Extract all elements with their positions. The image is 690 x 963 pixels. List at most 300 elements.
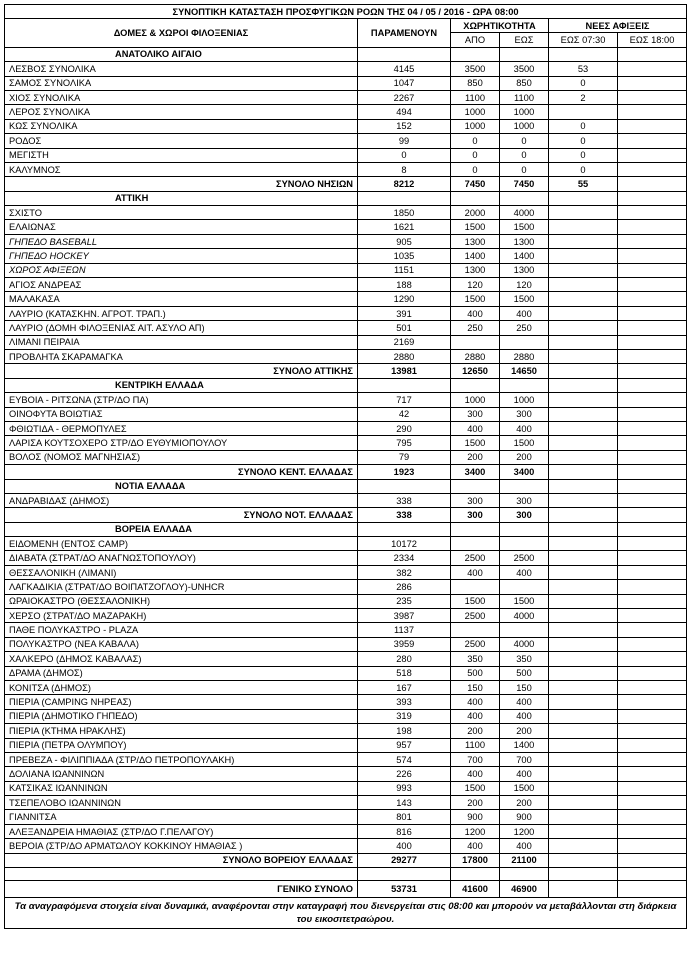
arrivals-0730-cell (549, 249, 618, 263)
capacity-from-cell: 1500 (451, 781, 500, 795)
structure-name: ΓΙΑΝΝΙΤΣΑ (5, 810, 358, 824)
remaining-cell: 235 (358, 594, 451, 608)
report-title: ΣΥΝΟΠΤΙΚΗ ΚΑΤΑΣΤΑΣΗ ΠΡΟΣΦΥΓΙΚΩΝ ΡΟΩΝ ΤΗΣ 04 / 05 / 2016 - ΩΡΑ 08:00 (5, 5, 687, 19)
section-total-label: ΣΥΝΟΛΟ ΚΕΝΤ. ΕΛΛΑΔΑΣ (5, 465, 358, 479)
structure-name: ΑΛΕΞΑΝΔΡΕΙΑ ΗΜΑΘΙΑΣ (ΣΤΡ/ΔΟ Γ.ΠΕΛΑΓΟΥ) (5, 824, 358, 838)
arrivals-0730-cell (549, 421, 618, 435)
capacity-from-cell: 1000 (451, 105, 500, 119)
arrivals-0730-cell (549, 824, 618, 838)
region-header-row (5, 191, 687, 205)
remaining-cell: 99 (358, 134, 451, 148)
arrivals-0730-cell (549, 594, 618, 608)
capacity-to-cell: 400 (500, 306, 549, 320)
capacity-from-cell: 2500 (451, 609, 500, 623)
table-row (5, 493, 687, 507)
empty-cell (358, 378, 451, 392)
capacity-from-cell: 150 (451, 680, 500, 694)
capacity-from-cell: 2500 (451, 637, 500, 651)
capacity-from-cell: 400 (451, 695, 500, 709)
empty-cell (618, 378, 687, 392)
section-total-label: ΣΥΝΟΛΟ ΑΤΤΙΚΗΣ (5, 364, 358, 378)
grand-total-label: ΓΕΝΙΚΟ ΣΥΝΟΛΟ (5, 881, 358, 898)
table-row (5, 623, 687, 637)
structure-name: ΛΑΓΚΑΔΙΚΙΑ (ΣΤΡΑΤ/ΔΟ ΒΟΙΠΑΤΖΟΓΛΟΥ)-UNHCR (5, 580, 358, 594)
capacity-from-cell: 1200 (451, 824, 500, 838)
grand-total-arrivals-0730-cell (549, 881, 618, 898)
capacity-to-cell: 4000 (500, 206, 549, 220)
arrivals-1800-cell (618, 652, 687, 666)
arrivals-0730-cell (549, 220, 618, 234)
region-name: ΑΤΤΙΚΗ (5, 191, 358, 205)
capacity-to-cell: 500 (500, 666, 549, 680)
capacity-from-cell: 1500 (451, 292, 500, 306)
structure-name: ΣΑΜΟΣ ΣΥΝΟΛΙΚΑ (5, 76, 358, 90)
empty-cell (549, 47, 618, 61)
arrivals-1800-cell (618, 623, 687, 637)
arrivals-0730-cell (549, 695, 618, 709)
structure-name: ΠΙΕΡΙΑ (ΔΗΜΟΤΙΚΟ ΓΗΠΕΔΟ) (5, 709, 358, 723)
table-row (5, 263, 687, 277)
remaining-cell: 319 (358, 709, 451, 723)
grand-total-capacity-to-cell: 46900 (500, 881, 549, 898)
remaining-cell: 501 (358, 321, 451, 335)
capacity-to-cell: 300 (500, 493, 549, 507)
table-row (5, 609, 687, 623)
capacity-to-cell: 1500 (500, 781, 549, 795)
empty-cell (549, 868, 618, 881)
structure-name: ΟΙΝΟΦΥΤΑ ΒΟΙΩΤΙΑΣ (5, 407, 358, 421)
empty-cell (451, 378, 500, 392)
capacity-from-cell: 300 (451, 493, 500, 507)
capacity-to-cell: 250 (500, 321, 549, 335)
structure-name: ΛΕΡΟΣ ΣΥΝΟΛΙΚΑ (5, 105, 358, 119)
arrivals-0730-cell (549, 609, 618, 623)
arrivals-0730-cell: 0 (549, 119, 618, 133)
remaining-cell: 494 (358, 105, 451, 119)
total-arrivals-1800-cell (618, 465, 687, 479)
region-name: ΝΟΤΙΑ ΕΛΛΑΔΑ (5, 479, 358, 493)
arrivals-1800-cell (618, 335, 687, 349)
capacity-to-cell: 700 (500, 752, 549, 766)
total-arrivals-1800-cell (618, 177, 687, 191)
structure-name: ΤΣΕΠΕΛΟΒΟ ΙΩΑΝΝΙΝΩΝ (5, 796, 358, 810)
capacity-from-cell: 3500 (451, 62, 500, 76)
header-row-1 (5, 19, 687, 33)
arrivals-0730-cell (549, 537, 618, 551)
structure-name: ΠΡΕΒΕΖΑ - ΦΙΛΙΠΠΙΑΔΑ (ΣΤΡ/ΔΟ ΠΕΤΡΟΠΟΥΛΑΚΗ) (5, 752, 358, 766)
structure-name: ΛΕΣΒΟΣ ΣΥΝΟΛΙΚΑ (5, 62, 358, 76)
capacity-header: ΧΩΡΗΤΙΚΟΤΗΤΑ (451, 19, 549, 33)
arrivals-0730-cell (549, 292, 618, 306)
capacity-to-cell: 1400 (500, 738, 549, 752)
structure-name: ΧΩΡΟΣ ΑΦΙΞΕΩΝ (5, 263, 358, 277)
structure-name: ΒΕΡΟΙΑ (ΣΤΡ/ΔΟ ΑΡΜΑΤΩΛΟΥ ΚΟΚΚΙΝΟΥ ΗΜΑΘΙΑΣ ) (5, 839, 358, 853)
capacity-to-cell: 400 (500, 565, 549, 579)
remaining-cell: 198 (358, 724, 451, 738)
arrivals-1800-cell (618, 220, 687, 234)
structure-name: ΡΟΔΟΣ (5, 134, 358, 148)
remaining-cell: 957 (358, 738, 451, 752)
empty-cell (618, 479, 687, 493)
capacity-from-cell: 1400 (451, 249, 500, 263)
capacity-from-cell: 400 (451, 565, 500, 579)
total-remaining-cell: 13981 (358, 364, 451, 378)
table-row (5, 637, 687, 651)
capacity-to-cell: 1100 (500, 90, 549, 104)
arrivals-1800-cell (618, 393, 687, 407)
arrivals-1800-cell (618, 781, 687, 795)
remaining-cell: 338 (358, 493, 451, 507)
arrivals-1800-cell (618, 594, 687, 608)
remaining-cell: 290 (358, 421, 451, 435)
capacity-from-cell: 1100 (451, 90, 500, 104)
arrivals-0730-cell (549, 493, 618, 507)
structure-name: ΜΑΛΑΚΑΣΑ (5, 292, 358, 306)
capacity-to-cell: 300 (500, 407, 549, 421)
arrivals-1800-cell (618, 62, 687, 76)
table-row (5, 781, 687, 795)
empty-cell (500, 191, 549, 205)
empty-cell (358, 522, 451, 536)
remaining-cell: 1047 (358, 76, 451, 90)
table-body (5, 47, 687, 928)
arrivals-1800-cell (618, 493, 687, 507)
capacity-from-cell: 700 (451, 752, 500, 766)
arrivals-0730-cell (549, 105, 618, 119)
table-row (5, 796, 687, 810)
table-row (5, 206, 687, 220)
capacity-from-cell: 200 (451, 724, 500, 738)
total-arrivals-1800-cell (618, 364, 687, 378)
arrivals-1800-cell (618, 537, 687, 551)
structure-name: ΔΟΛΙΑΝΑ ΙΩΑΝΝΙΝΩΝ (5, 767, 358, 781)
arrivals-0730-cell (549, 709, 618, 723)
capacity-to-cell: 1500 (500, 220, 549, 234)
capacity-from-cell: 120 (451, 278, 500, 292)
structure-name: ΓΗΠΕΔΟ HOCKEY (5, 249, 358, 263)
remaining-cell: 1035 (358, 249, 451, 263)
region-name: ΒΟΡΕΙΑ ΕΛΛΑΔΑ (5, 522, 358, 536)
arrivals-1800-cell (618, 824, 687, 838)
table-row (5, 565, 687, 579)
total-capacity-to-cell: 300 (500, 508, 549, 522)
table-row (5, 335, 687, 349)
structure-name: ΩΡΑΙΟΚΑΣΤΡΟ (ΘΕΣΣΑΛΟΝΙΚΗ) (5, 594, 358, 608)
capacity-from-cell: 200 (451, 796, 500, 810)
arrivals-0730-cell (549, 407, 618, 421)
remaining-cell: 1621 (358, 220, 451, 234)
capacity-from-cell: 1500 (451, 436, 500, 450)
table-row (5, 321, 687, 335)
remaining-cell: 1151 (358, 263, 451, 277)
capacity-to-cell (500, 335, 549, 349)
capacity-to-cell: 1000 (500, 393, 549, 407)
remaining-cell: 3987 (358, 609, 451, 623)
arrivals-0730-cell: 0 (549, 148, 618, 162)
empty-cell (549, 522, 618, 536)
table-row (5, 652, 687, 666)
empty-cell (500, 868, 549, 881)
arrivals-0730-cell: 0 (549, 134, 618, 148)
grand-total-row (5, 881, 687, 898)
remaining-cell: 2267 (358, 90, 451, 104)
capacity-to-cell: 1000 (500, 119, 549, 133)
table-row (5, 738, 687, 752)
total-capacity-from-cell: 300 (451, 508, 500, 522)
capacity-to-cell: 2500 (500, 551, 549, 565)
arrivals-0730-cell (549, 393, 618, 407)
structure-name: ΠΙΕΡΙΑ (CAMPING ΝΗΡΕΑΣ) (5, 695, 358, 709)
capacity-from-cell: 1500 (451, 220, 500, 234)
region-header-row (5, 479, 687, 493)
arrivals-1800-cell (618, 839, 687, 853)
capacity-from-cell: 0 (451, 162, 500, 176)
arrivals-1800-cell (618, 709, 687, 723)
table-row (5, 666, 687, 680)
remaining-cell: 393 (358, 695, 451, 709)
empty-cell (500, 522, 549, 536)
table-row (5, 594, 687, 608)
arrivals-0730-cell (549, 335, 618, 349)
empty-cell (358, 191, 451, 205)
capacity-from-cell: 2880 (451, 349, 500, 363)
arrivals-0730-cell (549, 767, 618, 781)
arrivals-0730-cell: 0 (549, 162, 618, 176)
remaining-cell: 391 (358, 306, 451, 320)
arrivals-1800-cell (618, 162, 687, 176)
remaining-cell: 143 (358, 796, 451, 810)
remaining-cell: 1850 (358, 206, 451, 220)
capacity-from-cell: 250 (451, 321, 500, 335)
arrivals-1800-cell (618, 407, 687, 421)
arrivals-1800-cell (618, 105, 687, 119)
table-row (5, 162, 687, 176)
table-row (5, 407, 687, 421)
capacity-to-cell: 0 (500, 134, 549, 148)
remaining-cell: 795 (358, 436, 451, 450)
remaining-cell: 905 (358, 234, 451, 248)
arrivals-0730-cell: 0 (549, 76, 618, 90)
empty-cell (549, 191, 618, 205)
arrivals-1800-cell (618, 695, 687, 709)
capacity-to-header: ΕΩΣ (500, 33, 549, 47)
empty-cell (500, 378, 549, 392)
arrivals-0730-cell: 53 (549, 62, 618, 76)
arrivals-1800-cell (618, 349, 687, 363)
capacity-to-cell: 1000 (500, 105, 549, 119)
arrivals-0730-cell (549, 781, 618, 795)
capacity-to-cell: 400 (500, 839, 549, 853)
empty-cell (451, 868, 500, 881)
arrivals-1800-cell (618, 76, 687, 90)
structure-name: ΚΑΤΣΙΚΑΣ ΙΩΑΝΝΙΝΩΝ (5, 781, 358, 795)
structure-name: ΔΙΑΒΑΤΑ (ΣΤΡΑΤ/ΔΟ ΑΝΑΓΝΩΣΤΟΠΟΥΛΟΥ) (5, 551, 358, 565)
empty-cell (451, 522, 500, 536)
capacity-from-cell: 400 (451, 767, 500, 781)
arrivals-1800-cell (618, 551, 687, 565)
capacity-to-cell: 200 (500, 796, 549, 810)
structure-name: ΓΗΠΕΔΟ BASEBALL (5, 234, 358, 248)
arrivals-1800-cell (618, 752, 687, 766)
remaining-cell: 167 (358, 680, 451, 694)
footnote: Τα αναγραφόμενα στοιχεία είναι δυναμικά, αναφέρονται στην καταγραφή που διενεργείται στις 08:00 και μπορούν να μεταβάλλονται στη διάρκεια του εικοσιτετραώρου. (5, 898, 687, 929)
remaining-cell: 574 (358, 752, 451, 766)
capacity-to-cell: 0 (500, 148, 549, 162)
table-row (5, 292, 687, 306)
capacity-to-cell: 120 (500, 278, 549, 292)
empty-cell (618, 522, 687, 536)
section-total-row (5, 465, 687, 479)
total-arrivals-0730-cell (549, 465, 618, 479)
empty-cell (618, 47, 687, 61)
capacity-to-cell: 4000 (500, 609, 549, 623)
capacity-to-cell: 1300 (500, 234, 549, 248)
arrivals-1800-cell (618, 206, 687, 220)
remaining-cell: 993 (358, 781, 451, 795)
capacity-to-cell: 4000 (500, 637, 549, 651)
table-row (5, 752, 687, 766)
structure-name: ΛΙΜΑΝΙ ΠΕΙΡΑΙΑ (5, 335, 358, 349)
capacity-from-cell: 400 (451, 421, 500, 435)
structure-name: ΜΕΓΙΣΤΗ (5, 148, 358, 162)
empty-cell (618, 191, 687, 205)
structure-name: ΠΑΘΕ ΠΟΛΥΚΑΣΤΡΟ - PLAZA (5, 623, 358, 637)
region-name: ΑΝΑΤΟΛΙΚΟ ΑΙΓΑΙΟ (5, 47, 358, 61)
table-row (5, 450, 687, 464)
capacity-to-cell: 200 (500, 724, 549, 738)
table-row (5, 709, 687, 723)
capacity-to-cell: 3500 (500, 62, 549, 76)
region-header-row (5, 522, 687, 536)
table-row (5, 220, 687, 234)
empty-cell (549, 378, 618, 392)
table-row (5, 695, 687, 709)
arrivals-1800-cell (618, 767, 687, 781)
table-row (5, 148, 687, 162)
remaining-cell: 518 (358, 666, 451, 680)
capacity-to-cell: 2880 (500, 349, 549, 363)
arrivals-1800-cell (618, 278, 687, 292)
total-capacity-from-cell: 12650 (451, 364, 500, 378)
table-row (5, 680, 687, 694)
arrivals-0730-cell (549, 565, 618, 579)
arrivals-1800-cell (618, 249, 687, 263)
total-capacity-from-cell: 7450 (451, 177, 500, 191)
structure-name: ΒΟΛΟΣ (ΝΟΜΟΣ ΜΑΓΝΗΣΙΑΣ) (5, 450, 358, 464)
table-row (5, 349, 687, 363)
arrivals-1800-cell (618, 90, 687, 104)
arrivals-0730-cell (549, 738, 618, 752)
capacity-to-cell: 1500 (500, 436, 549, 450)
capacity-from-cell: 350 (451, 652, 500, 666)
table-row (5, 724, 687, 738)
arrivals-1800-cell (618, 450, 687, 464)
region-header-row (5, 47, 687, 61)
empty-cell (358, 479, 451, 493)
remaining-cell: 42 (358, 407, 451, 421)
empty-cell (500, 479, 549, 493)
structure-name: ΠΡΟΒΛΗΤΑ ΣΚΑΡΑΜΑΓΚΑ (5, 349, 358, 363)
section-total-row (5, 177, 687, 191)
region-header-row (5, 378, 687, 392)
total-capacity-from-cell: 3400 (451, 465, 500, 479)
capacity-to-cell: 200 (500, 450, 549, 464)
structure-name: ΕΛΑΙΩΝΑΣ (5, 220, 358, 234)
capacity-to-cell: 900 (500, 810, 549, 824)
remaining-cell: 10172 (358, 537, 451, 551)
structure-name: ΚΩΣ ΣΥΝΟΛΙΚΑ (5, 119, 358, 133)
arrivals-0730-cell (549, 306, 618, 320)
structure-name: ΠΙΕΡΙΑ (ΠΕΤΡΑ ΟΛΥΜΠΟΥ) (5, 738, 358, 752)
remaining-cell: 1290 (358, 292, 451, 306)
arrivals-1800-cell (618, 565, 687, 579)
capacity-from-cell: 1500 (451, 594, 500, 608)
table-row (5, 119, 687, 133)
arrivals-1800-cell (618, 148, 687, 162)
capacity-to-cell: 1300 (500, 263, 549, 277)
capacity-from-cell: 400 (451, 839, 500, 853)
table-row (5, 824, 687, 838)
capacity-from-cell: 200 (451, 450, 500, 464)
remaining-cell: 801 (358, 810, 451, 824)
capacity-from-cell: 400 (451, 306, 500, 320)
arrivals-0730-cell (549, 666, 618, 680)
arrivals-0730-cell (549, 680, 618, 694)
remaining-cell: 382 (358, 565, 451, 579)
arrivals-0730-cell (549, 724, 618, 738)
note-row (5, 898, 687, 929)
capacity-to-cell (500, 537, 549, 551)
remaining-cell: 2334 (358, 551, 451, 565)
arrivals-0730-cell (549, 436, 618, 450)
total-arrivals-0730-cell: 55 (549, 177, 618, 191)
capacity-from-cell: 900 (451, 810, 500, 824)
remaining-cell: 2880 (358, 349, 451, 363)
total-capacity-from-cell: 17800 (451, 853, 500, 867)
structure-name: ΛΑΥΡΙΟ (ΚΑΤΑΣΚΗΝ. ΑΓΡΟΤ. ΤΡΑΠ.) (5, 306, 358, 320)
remaining-header: ΠΑΡΑΜΕΝΟΥΝ (358, 19, 451, 48)
table-row (5, 551, 687, 565)
arrivals-1800-header: ΕΩΣ 18:00 (618, 33, 687, 47)
structure-name: ΘΕΣΣΑΛΟΝΙΚΗ (ΛΙΜΑΝΙ) (5, 565, 358, 579)
table-row (5, 62, 687, 76)
capacity-from-cell (451, 623, 500, 637)
remaining-cell: 152 (358, 119, 451, 133)
table-row (5, 810, 687, 824)
arrivals-1800-cell (618, 306, 687, 320)
total-arrivals-0730-cell (549, 853, 618, 867)
total-capacity-to-cell: 3400 (500, 465, 549, 479)
table-row (5, 393, 687, 407)
total-arrivals-0730-cell (549, 364, 618, 378)
empty-cell (5, 868, 358, 881)
capacity-to-cell: 400 (500, 709, 549, 723)
structure-name: ΧΑΛΚΕΡΟ (ΔΗΜΟΣ ΚΑΒΑΛΑΣ) (5, 652, 358, 666)
arrivals-1800-cell (618, 796, 687, 810)
capacity-from-cell (451, 580, 500, 594)
arrivals-1800-cell (618, 436, 687, 450)
arrivals-0730-cell (549, 810, 618, 824)
table-row (5, 134, 687, 148)
capacity-to-cell: 400 (500, 695, 549, 709)
total-arrivals-1800-cell (618, 508, 687, 522)
table-row (5, 580, 687, 594)
spacer-row (5, 868, 687, 881)
capacity-to-cell (500, 623, 549, 637)
arrivals-1800-cell (618, 234, 687, 248)
table-row (5, 436, 687, 450)
capacity-from-cell: 0 (451, 148, 500, 162)
